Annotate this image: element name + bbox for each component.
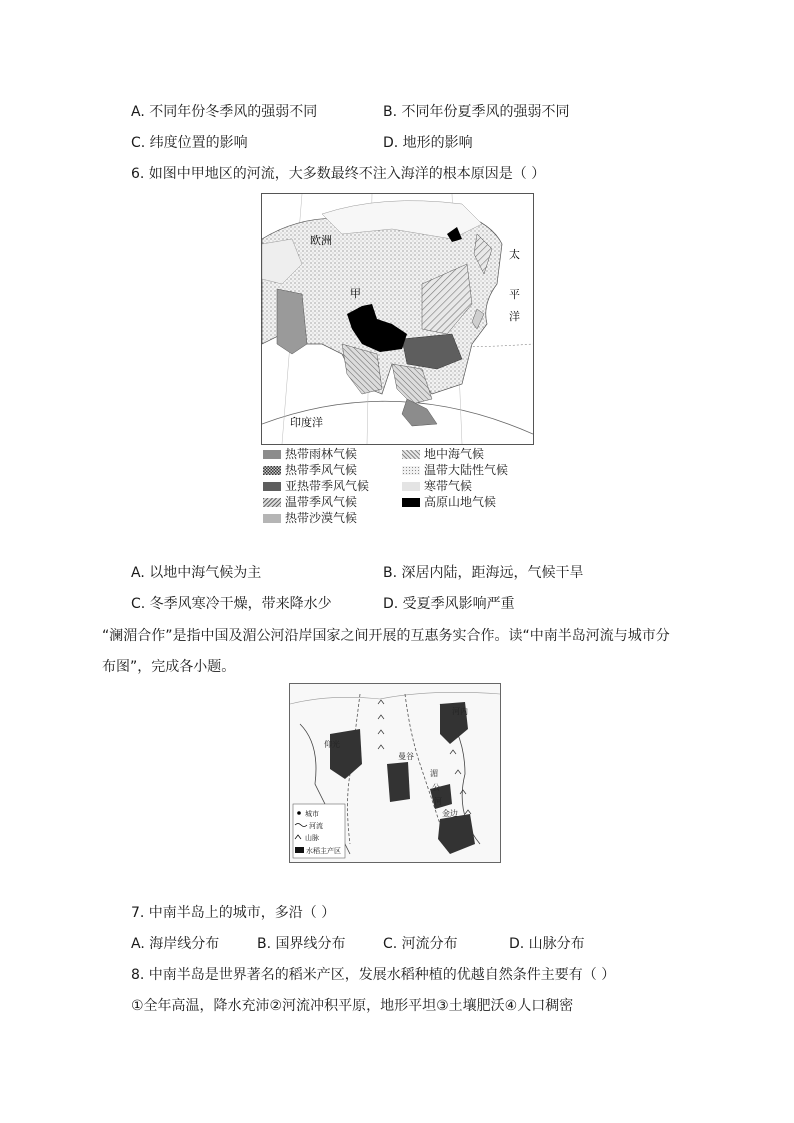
city-label-yangon: 仰光 [324, 740, 340, 749]
intro-line-2: 布图”，完成各小题。 [102, 659, 236, 675]
map-label-pacific-1: 太 [509, 248, 520, 261]
legend-label: 亚热带季风气候 [285, 479, 370, 493]
intro-line-1: “澜湄合作”是指中国及湄公河沿岸国家之间开展的互惠务实合作。读“中南半岛河流与城市分 [102, 628, 670, 644]
legend-item [402, 463, 508, 477]
q7-option-d: D. 山脉分布 [509, 936, 585, 952]
q8-stem: 8. 中南半岛是世界著名的稻米产区，发展水稻种植的优越自然条件主要有（ ） [131, 967, 616, 983]
river-label-3: 河 [434, 797, 442, 806]
q6-option-a: A. 以地中海气候为主 [131, 565, 262, 581]
legend-item [263, 511, 357, 525]
q7-option-c: C. 河流分布 [383, 936, 458, 952]
legend-label: 热带雨林气候 [285, 447, 358, 461]
legend-label: 热带沙漠气候 [285, 511, 358, 525]
city-label-bangkok: 曼谷 [398, 752, 414, 761]
q8-items: ①全年高温，降水充沛②河流冲积平原，地形平坦③土壤肥沃④人口稠密 [131, 998, 574, 1014]
map-label-indian-ocean: 印度洋 [290, 416, 323, 429]
q7-option-b: B. 国界线分布 [257, 936, 346, 952]
map-label-jia: 甲 [350, 287, 361, 300]
legend-swatch [402, 498, 420, 507]
river-label-2: 公 [432, 783, 440, 792]
legend-swatch [263, 466, 281, 475]
legend-swatch [263, 514, 281, 523]
legend-item [263, 479, 369, 493]
indochina-map-graphic [290, 684, 500, 862]
legend-item [263, 463, 357, 477]
q7-option-a: A. 海岸线分布 [131, 936, 220, 952]
q6-option-c: C. 冬季风寒冷干燥，带来降水少 [131, 596, 332, 612]
legend-label: 地中海气候 [424, 447, 485, 461]
q5-option-a: A. 不同年份冬季风的强弱不同 [131, 104, 318, 120]
asia-climate-map [261, 193, 534, 445]
q7-stem: 7. 中南半岛上的城市，多沿（ ） [131, 905, 336, 921]
city-label-hanoi: 河内 [452, 707, 468, 716]
legend-swatch [402, 466, 420, 475]
indochina-map [289, 683, 501, 863]
legend-swatch [402, 450, 420, 459]
q6-option-b: B. 深居内陆，距海远，气候干旱 [383, 565, 584, 581]
legend-item [263, 447, 357, 461]
q6-option-d: D. 受夏季风影响严重 [383, 596, 515, 612]
map-label-pacific-2: 平 [509, 288, 520, 301]
legend-swatch [263, 498, 281, 507]
legend-label: 温带大陆性气候 [424, 463, 509, 477]
map2-legend-river: 河流 [309, 822, 323, 830]
legend-item [402, 495, 496, 509]
legend-item [402, 447, 484, 461]
legend-label: 温带季风气候 [285, 495, 358, 509]
river-label-1: 湄 [430, 769, 438, 778]
map-label-pacific-3: 洋 [509, 310, 520, 323]
legend-swatch [263, 450, 281, 459]
legend-swatch [402, 482, 420, 491]
q6-stem: 6. 如图中甲地区的河流，大多数最终不注入海洋的根本原因是（ ） [131, 166, 546, 182]
city-label-phnom-penh: 金边 [442, 809, 458, 818]
legend-swatch [263, 482, 281, 491]
legend-label: 寒带气候 [424, 479, 473, 493]
q5-option-d: D. 地形的影响 [383, 135, 473, 151]
q5-option-c: C. 纬度位置的影响 [131, 135, 248, 151]
map2-legend-rice: 水稻主产区 [306, 847, 341, 855]
legend-label: 热带季风气候 [285, 463, 358, 477]
legend-label: 高原山地气候 [424, 495, 497, 509]
map-label-europe: 欧洲 [310, 234, 332, 247]
q5-option-b: B. 不同年份夏季风的强弱不同 [383, 104, 570, 120]
legend-item [402, 479, 472, 493]
legend-item [263, 495, 357, 509]
map2-legend-mountain: 山脉 [305, 834, 319, 842]
asia-climate-map-graphic [262, 194, 533, 444]
map2-legend-city: 城市 [305, 810, 319, 818]
